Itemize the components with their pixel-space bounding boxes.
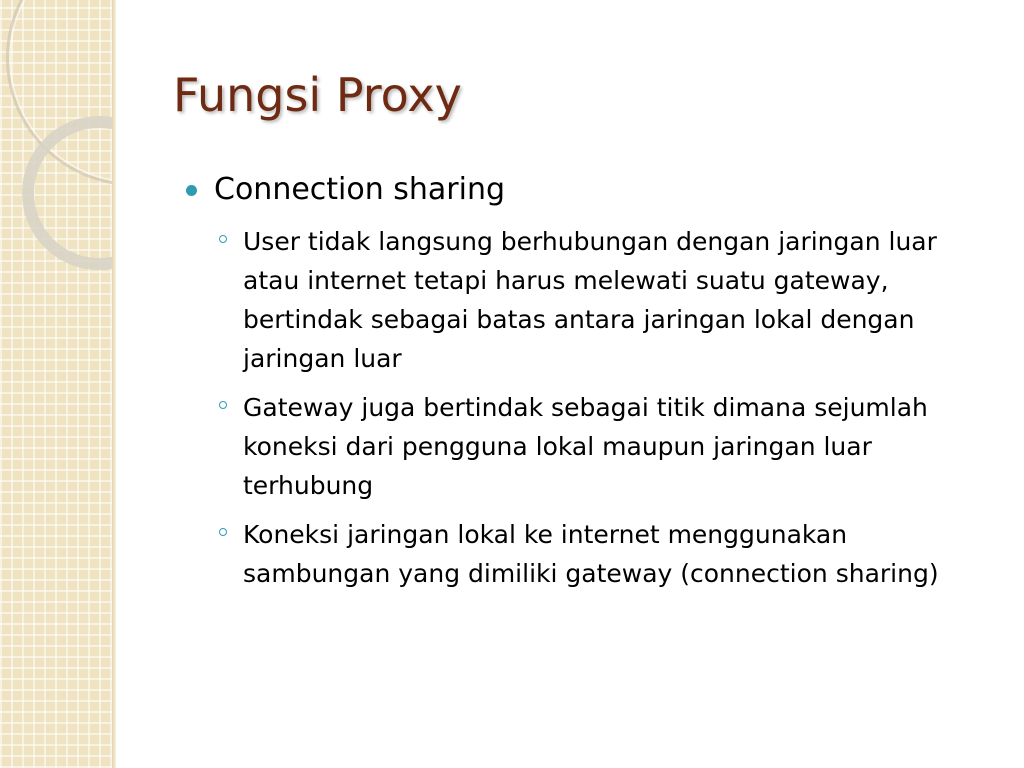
sub-bullet-list [215,222,995,593]
bullet-item [186,170,996,210]
hollow-bullet-icon [219,235,227,243]
decorative-sidebar [0,0,112,768]
sub-bullet-text: User tidak langsung berhubungan dengan jaringan luar atau internet tetapi harus melewati suatu gateway, bertindak sebagai batas antara jaringan lokal dengan jaringan luar [243,227,937,373]
sub-bullet-text: Koneksi jaringan lokal ke internet menggunakan sambungan yang dimiliki gateway (connection sharing) [243,520,939,588]
hollow-bullet-icon [219,401,227,409]
filled-bullet-icon [186,185,197,196]
sub-bullet-item [215,388,995,505]
sub-bullet-text: Gateway juga bertindak sebagai titik dimana sejumlah koneksi dari pengguna lokal maupun jaringan luar terhubung [243,393,928,500]
hollow-bullet-icon [219,528,227,536]
sidebar-edge [112,0,116,768]
sub-bullet-item [215,222,995,378]
sub-bullet-item [215,515,995,593]
bullet-text: Connection sharing [214,172,506,207]
slide-content [186,170,996,603]
slide-title: Fungsi Proxy [173,68,462,122]
